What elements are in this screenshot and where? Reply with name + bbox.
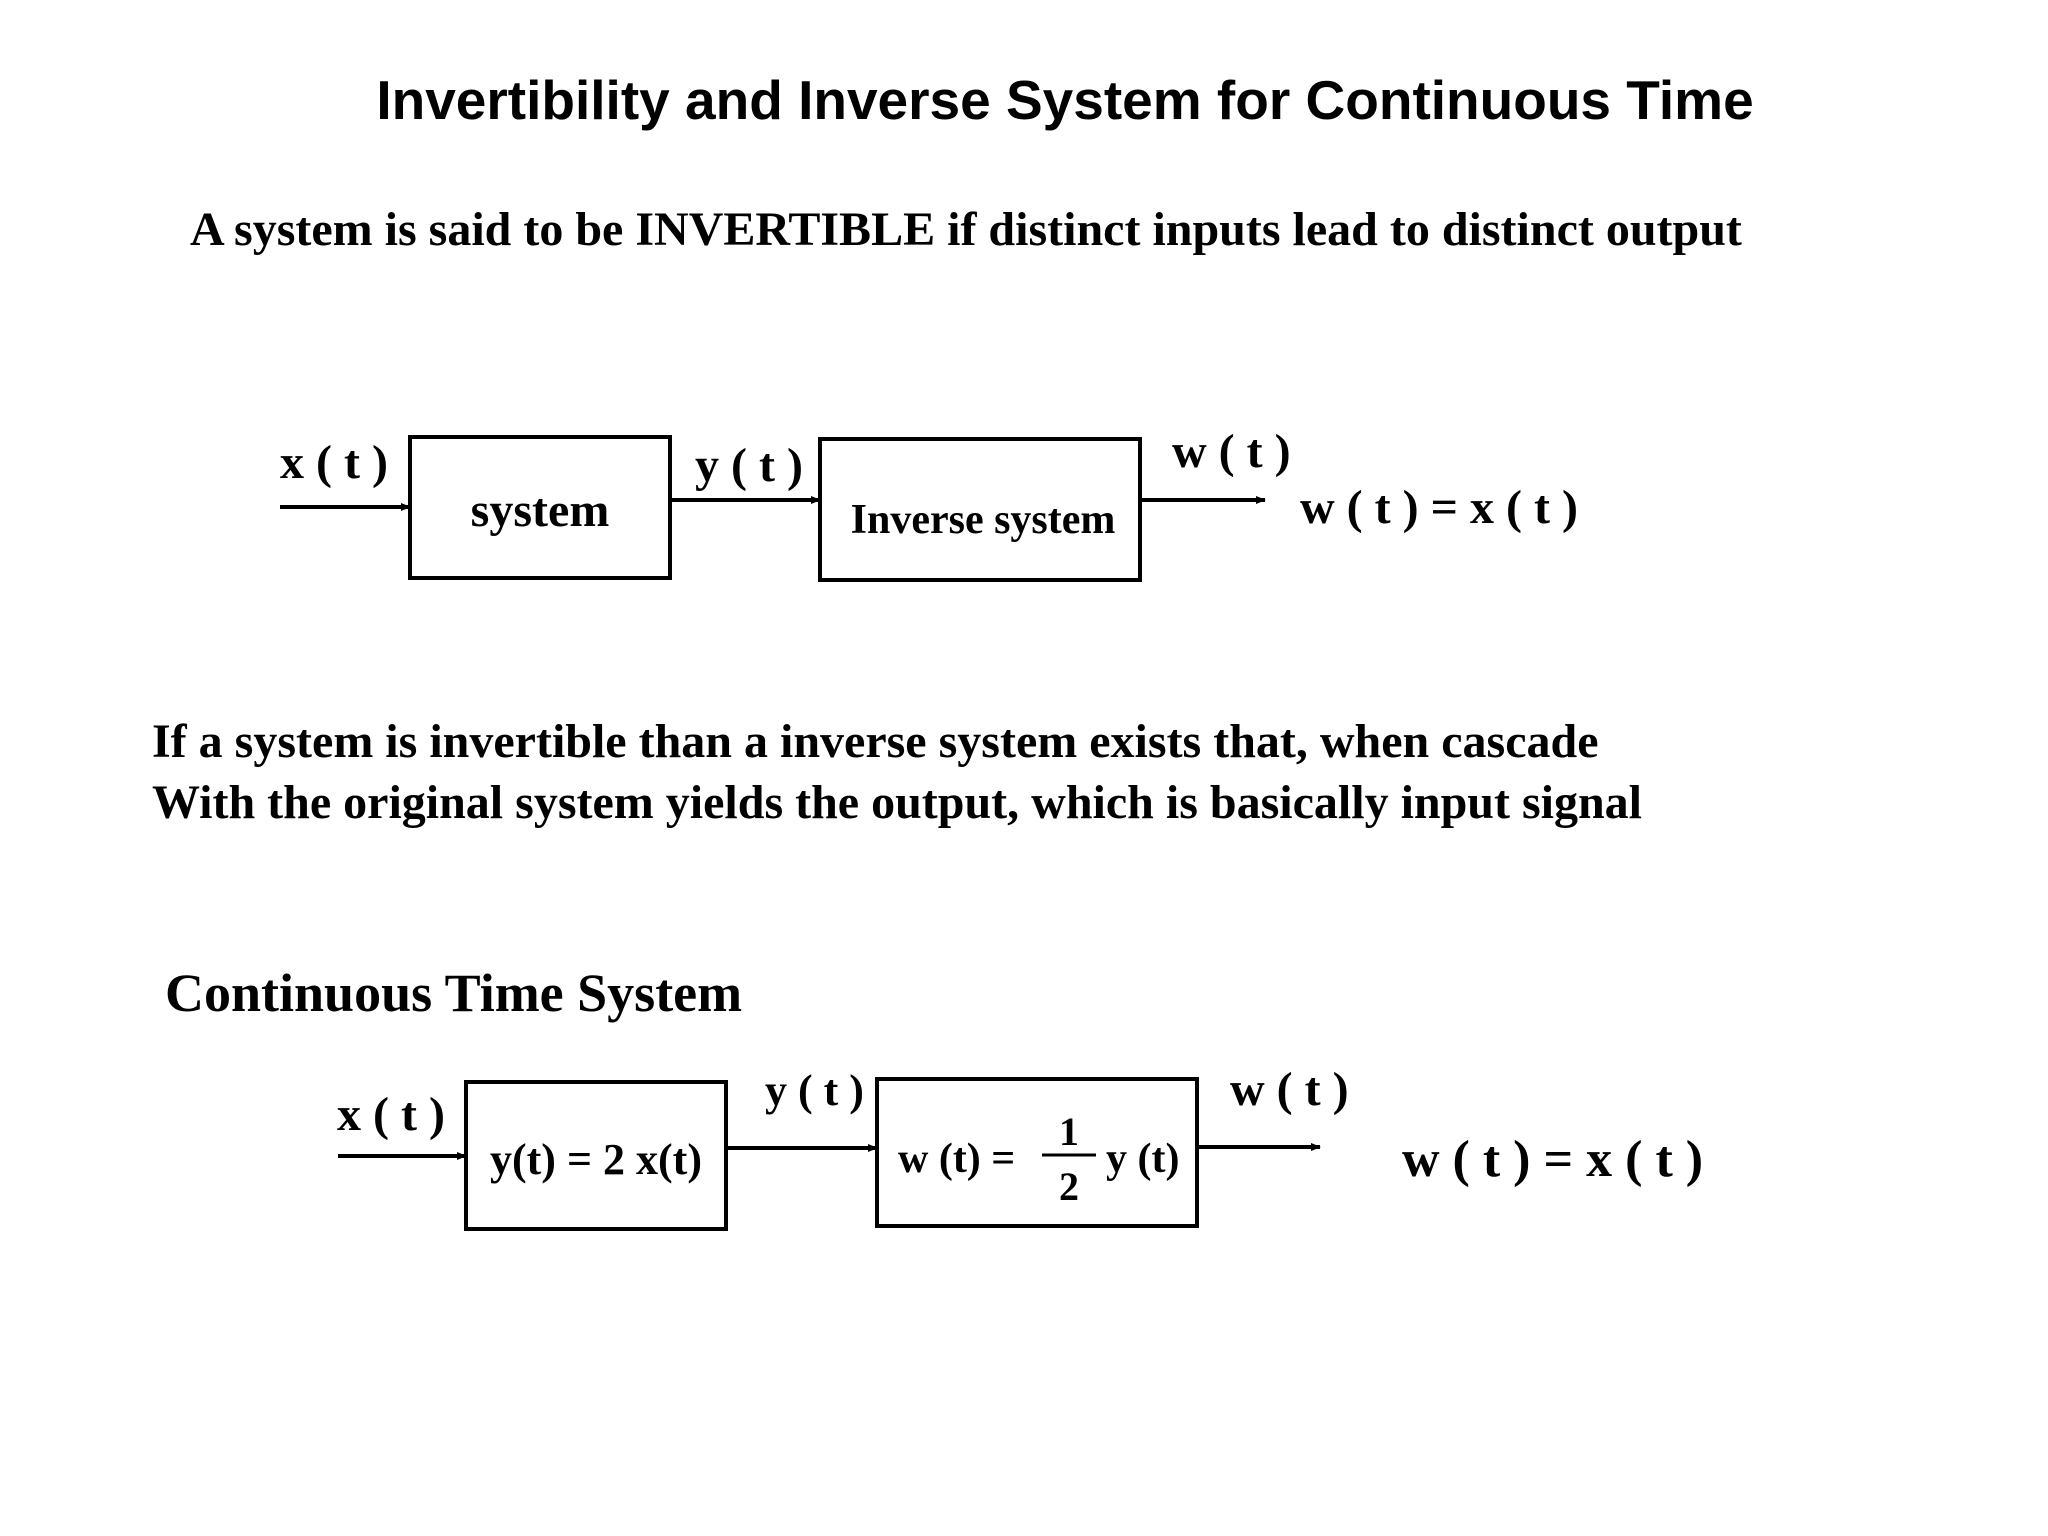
diagram2-input-label: x ( t ) <box>337 1088 445 1141</box>
diagram-inverse-system <box>280 425 1578 580</box>
explanation-line-1: If a system is invertible than a inverse system exists that, when cascade <box>152 715 1599 768</box>
diagram2-inverse-equation-lhs: w (t) = <box>898 1136 1016 1182</box>
diagram2-mid-label: y ( t ) <box>765 1066 864 1115</box>
diagram2-system-equation: y(t) = 2 x(t) <box>490 1135 702 1184</box>
diagram1-input-label: x ( t ) <box>280 436 388 489</box>
explanation-line-2: With the original system yields the output, which is basically input signal <box>152 776 1643 829</box>
diagram2-result: w ( t ) = x ( t ) <box>1402 1131 1704 1188</box>
diagram1-inverse-label: Inverse system <box>850 497 1116 543</box>
diagram1-result: w ( t ) = x ( t ) <box>1300 481 1578 534</box>
slide-title: Invertibility and Inverse System for Continuous Time <box>376 69 1754 131</box>
diagram1-output-label: w ( t ) <box>1172 425 1291 478</box>
diagram2-fraction-denominator: 2 <box>1059 1164 1079 1209</box>
section-title: Continuous Time System <box>165 963 743 1023</box>
diagram1-system-label: system <box>470 484 610 537</box>
diagram2-fraction-numerator: 1 <box>1059 1109 1079 1154</box>
diagram2-inverse-equation-rhs: y (t) <box>1106 1136 1180 1182</box>
diagram2-output-label: w ( t ) <box>1230 1063 1349 1116</box>
diagram1-mid-label: y ( t ) <box>695 439 803 492</box>
definition-text: A system is said to be INVERTIBLE if distinct inputs lead to distinct output <box>190 203 1742 256</box>
diagram-continuous-time-system <box>337 1063 1703 1229</box>
